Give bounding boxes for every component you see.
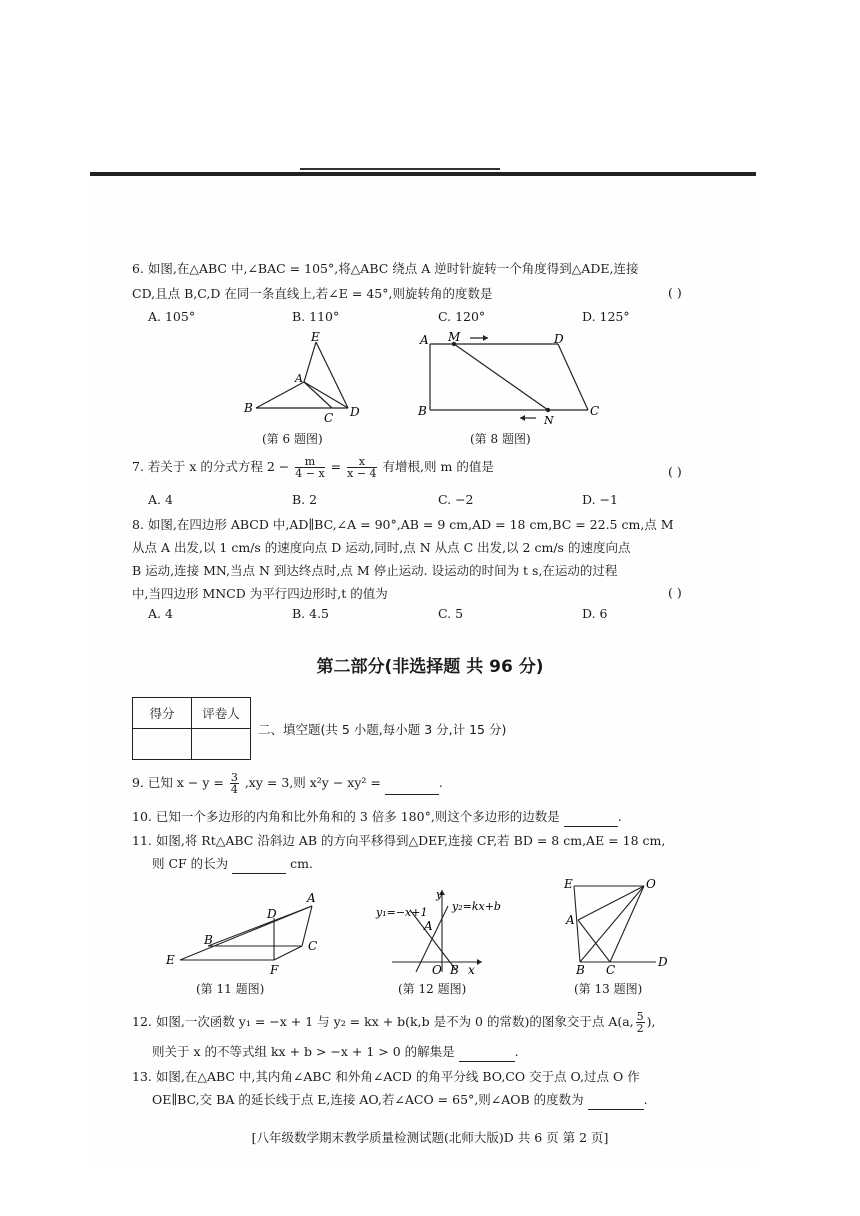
q12-frac-num: 5 [636,1010,644,1023]
fig12-label-y: y [436,888,443,901]
q7-suffix: 有增根,则 m 的值是 [382,459,494,474]
fig11-label-B: B [204,933,213,947]
fig13-segment-BO [580,886,644,962]
q6-option-c: C. 120° [438,309,486,324]
q12-fraction [636,1011,645,1034]
q7-option-b: B. 2 [292,492,318,507]
fig11-label-F: F [270,963,279,977]
fig8-arrowhead-M [483,335,488,341]
q6-option-d: D. 125° [582,309,630,324]
question-12-line1 [132,1010,656,1034]
q9-frac-num: 3 [230,771,238,784]
page-top-rule [90,172,756,176]
question-6-line2: CD,且点 B,C,D 在同一条直线上,若∠E = 45°,则旋转角的度数是 [132,286,493,301]
fig12-label-y2: y₂=kx+b [452,900,501,913]
q8-option-c: C. 5 [438,606,464,621]
q12-line2-text: 则关于 x 的不等式组 kx + b > −x + 1 > 0 的解集是 [152,1044,455,1059]
q11-line2-text: 则 CF 的长为 [152,856,229,871]
fig13-segment-AC [578,920,610,962]
question-8-line1: 8. 如图,在四边形 ABCD 中,AD∥BC,∠A = 90°,AB = 9 cm,AD = 18 cm,BC = 22.5 cm,点 M [132,517,674,532]
figure-8-caption: (第 8 题图) [470,432,531,446]
q12-end: . [514,1044,519,1059]
fig6-label-E: E [311,330,320,344]
fig11-label-D: D [267,907,277,921]
q7-prefix: 7. 若关于 x 的分式方程 2 − [132,459,290,474]
fig13-label-A: A [566,913,575,927]
figure-6-caption: (第 6 题图) [262,432,323,446]
question-8-line3: B 运动,连接 MN,当点 N 到达终点时,点 M 停止运动. 设运动的时间为 t s,在运动的过程 [132,563,618,578]
section-2-title: 第二部分(非选择题 共 96 分) [316,657,544,677]
q8-option-d: D. 6 [582,606,608,621]
q7-option-d: D. −1 [582,492,618,507]
fig11-segment-FC [274,946,302,960]
fig12-label-B: B [450,963,459,977]
question-13-line1: 13. 如图,在△ABC 中,其内角∠ABC 和外角∠ACD 的角平分线 BO,CO 交于点 O,过点 O 作 [132,1069,640,1084]
q10-end: . [617,809,622,824]
q9-end: . [438,775,443,790]
q7-frac1-den: 4 − x [295,467,325,480]
fig12-label-O: O [432,963,442,977]
fig13-label-C: C [606,963,616,977]
q9-answer-blank[interactable] [385,780,439,795]
q7-fraction-1 [295,456,324,479]
fig12-line-y1 [410,910,456,970]
fig8-label-D: D [554,332,564,346]
grader-header: 评卷人 [192,698,251,729]
fig11-segment-BA [208,906,312,946]
q7-option-c: C. −2 [438,492,474,507]
fig8-side-DC [558,344,588,410]
question-11-line1: 11. 如图,将 Rt△ABC 沿斜边 AB 的方向平移得到△DEF,连接 CF,若 BD = 8 cm,AE = 18 cm, [132,833,666,848]
fig13-label-B: B [576,963,585,977]
q12-line1-text: 12. 如图,一次函数 y₁ = −x + 1 与 y₂ = kx + b(k,b 是不为 0 的常数)的图象交于点 A(a, [132,1014,634,1029]
question-13-line2 [152,1089,648,1110]
fig12-label-x: x [468,963,475,977]
q10-answer-blank[interactable] [564,812,618,827]
q7-option-a: A. 4 [148,492,173,507]
question-6-line1: 6. 如图,在△ABC 中,∠BAC = 105°,将△ABC 绕点 A 逆时针旋转一个角度得到△ADE,连接 [132,261,639,276]
figure-12 [370,884,501,979]
figure-12-caption: (第 12 题图) [398,982,467,996]
q8-option-b: B. 4.5 [292,606,330,621]
q8-option-a: A. 4 [148,606,173,621]
figure-8 [412,330,612,430]
q7-fraction-2 [347,456,376,479]
q11-unit: cm. [290,856,313,871]
question-8-answer-paren: ( ) [668,585,682,600]
fig13-segment-CO [610,886,644,962]
question-12-line2 [152,1041,519,1062]
grader-cell[interactable] [192,729,251,760]
fig6-segment-AC [304,382,332,408]
q12-line1-end: ), [646,1014,656,1029]
question-7-answer-paren: ( ) [668,464,682,479]
fig6-label-C: C [324,411,334,425]
q7-equals: = [330,459,342,474]
fig13-label-E: E [564,877,573,891]
q12-frac-den: 2 [636,1022,644,1035]
q13-end: . [643,1092,648,1107]
fig11-label-A: A [307,891,316,905]
q9-prefix: 9. 已知 x − y = [132,775,224,790]
figure-11-caption: (第 11 题图) [196,982,265,996]
fig6-label-B: B [244,401,253,415]
question-9 [132,772,443,795]
figure-6 [236,330,376,430]
fig6-segment-ED [304,342,316,382]
q11-answer-blank[interactable] [232,859,286,874]
q10-text: 10. 已知一个多边形的内角和比外角和的 3 倍多 180°,则这个多边形的边数是 [132,809,560,824]
fig8-label-B: B [418,404,427,418]
question-11-line2 [152,853,313,874]
q9-fraction [230,772,239,795]
fig6-label-D: D [350,405,360,419]
figure-13-caption: (第 13 题图) [574,982,643,996]
q7-frac2-den: x − 4 [347,467,377,480]
fig13-segment-EB [574,886,580,962]
q6-option-a: A. 105° [148,309,196,324]
question-8-line2: 从点 A 出发,以 1 cm/s 的速度向点 D 运动,同时,点 N 从点 C 出发,以 2 cm/s 的速度向点 [132,540,631,555]
fig12-x-arrow [477,959,482,965]
fig12-label-A: A [424,919,433,933]
fig11-label-C: C [308,939,318,953]
q7-frac2-num: x [347,456,376,468]
q9-suffix: ,xy = 3,则 x²y − xy² = [244,775,381,790]
fig8-arrowhead-N [520,415,525,421]
q7-frac1-num: m [295,456,324,468]
page-footer: [八年级数学期末教学质量检测试题(北师大版)D 共 6 页 第 2 页] [251,1130,609,1145]
fig12-label-y1: y₁=−x+1 [376,906,428,919]
fill-blank-section-title: 二、填空题(共 5 小题,每小题 3 分,计 15 分) [258,722,507,737]
fig13-segment-AO [578,886,644,920]
fig8-segment-MN [454,344,548,410]
fig13-label-O: O [646,877,656,891]
fig11-label-E: E [166,953,175,967]
fig8-label-M: M [448,330,461,344]
score-header: 得分 [133,698,192,729]
fig6-label-A: A [295,372,303,385]
figure-11 [160,888,330,978]
score-table [132,697,251,760]
question-10 [132,806,622,827]
figure-13 [556,874,686,980]
page-top-rule-accent [300,168,500,170]
question-6-answer-paren: ( ) [668,285,682,300]
fig8-label-N: N [544,414,554,427]
q12-answer-blank[interactable] [459,1047,515,1062]
fig8-label-C: C [590,404,600,418]
score-cell[interactable] [133,729,192,760]
q9-frac-den: 4 [230,783,238,796]
fig8-point-N [546,408,550,412]
question-7 [132,456,494,479]
q6-option-b: B. 110° [292,309,340,324]
q13-line2-text: OE∥BC,交 BA 的延长线于点 E,连接 AO,若∠ACO = 65°,则∠AOB 的度数为 [152,1092,584,1107]
fig13-label-D: D [658,955,668,969]
q13-answer-blank[interactable] [588,1095,644,1110]
fig6-segment-AB [256,382,304,408]
fig8-label-A: A [420,333,429,347]
question-8-line4: 中,当四边形 MNCD 为平行四边形时,t 的值为 [132,586,388,601]
